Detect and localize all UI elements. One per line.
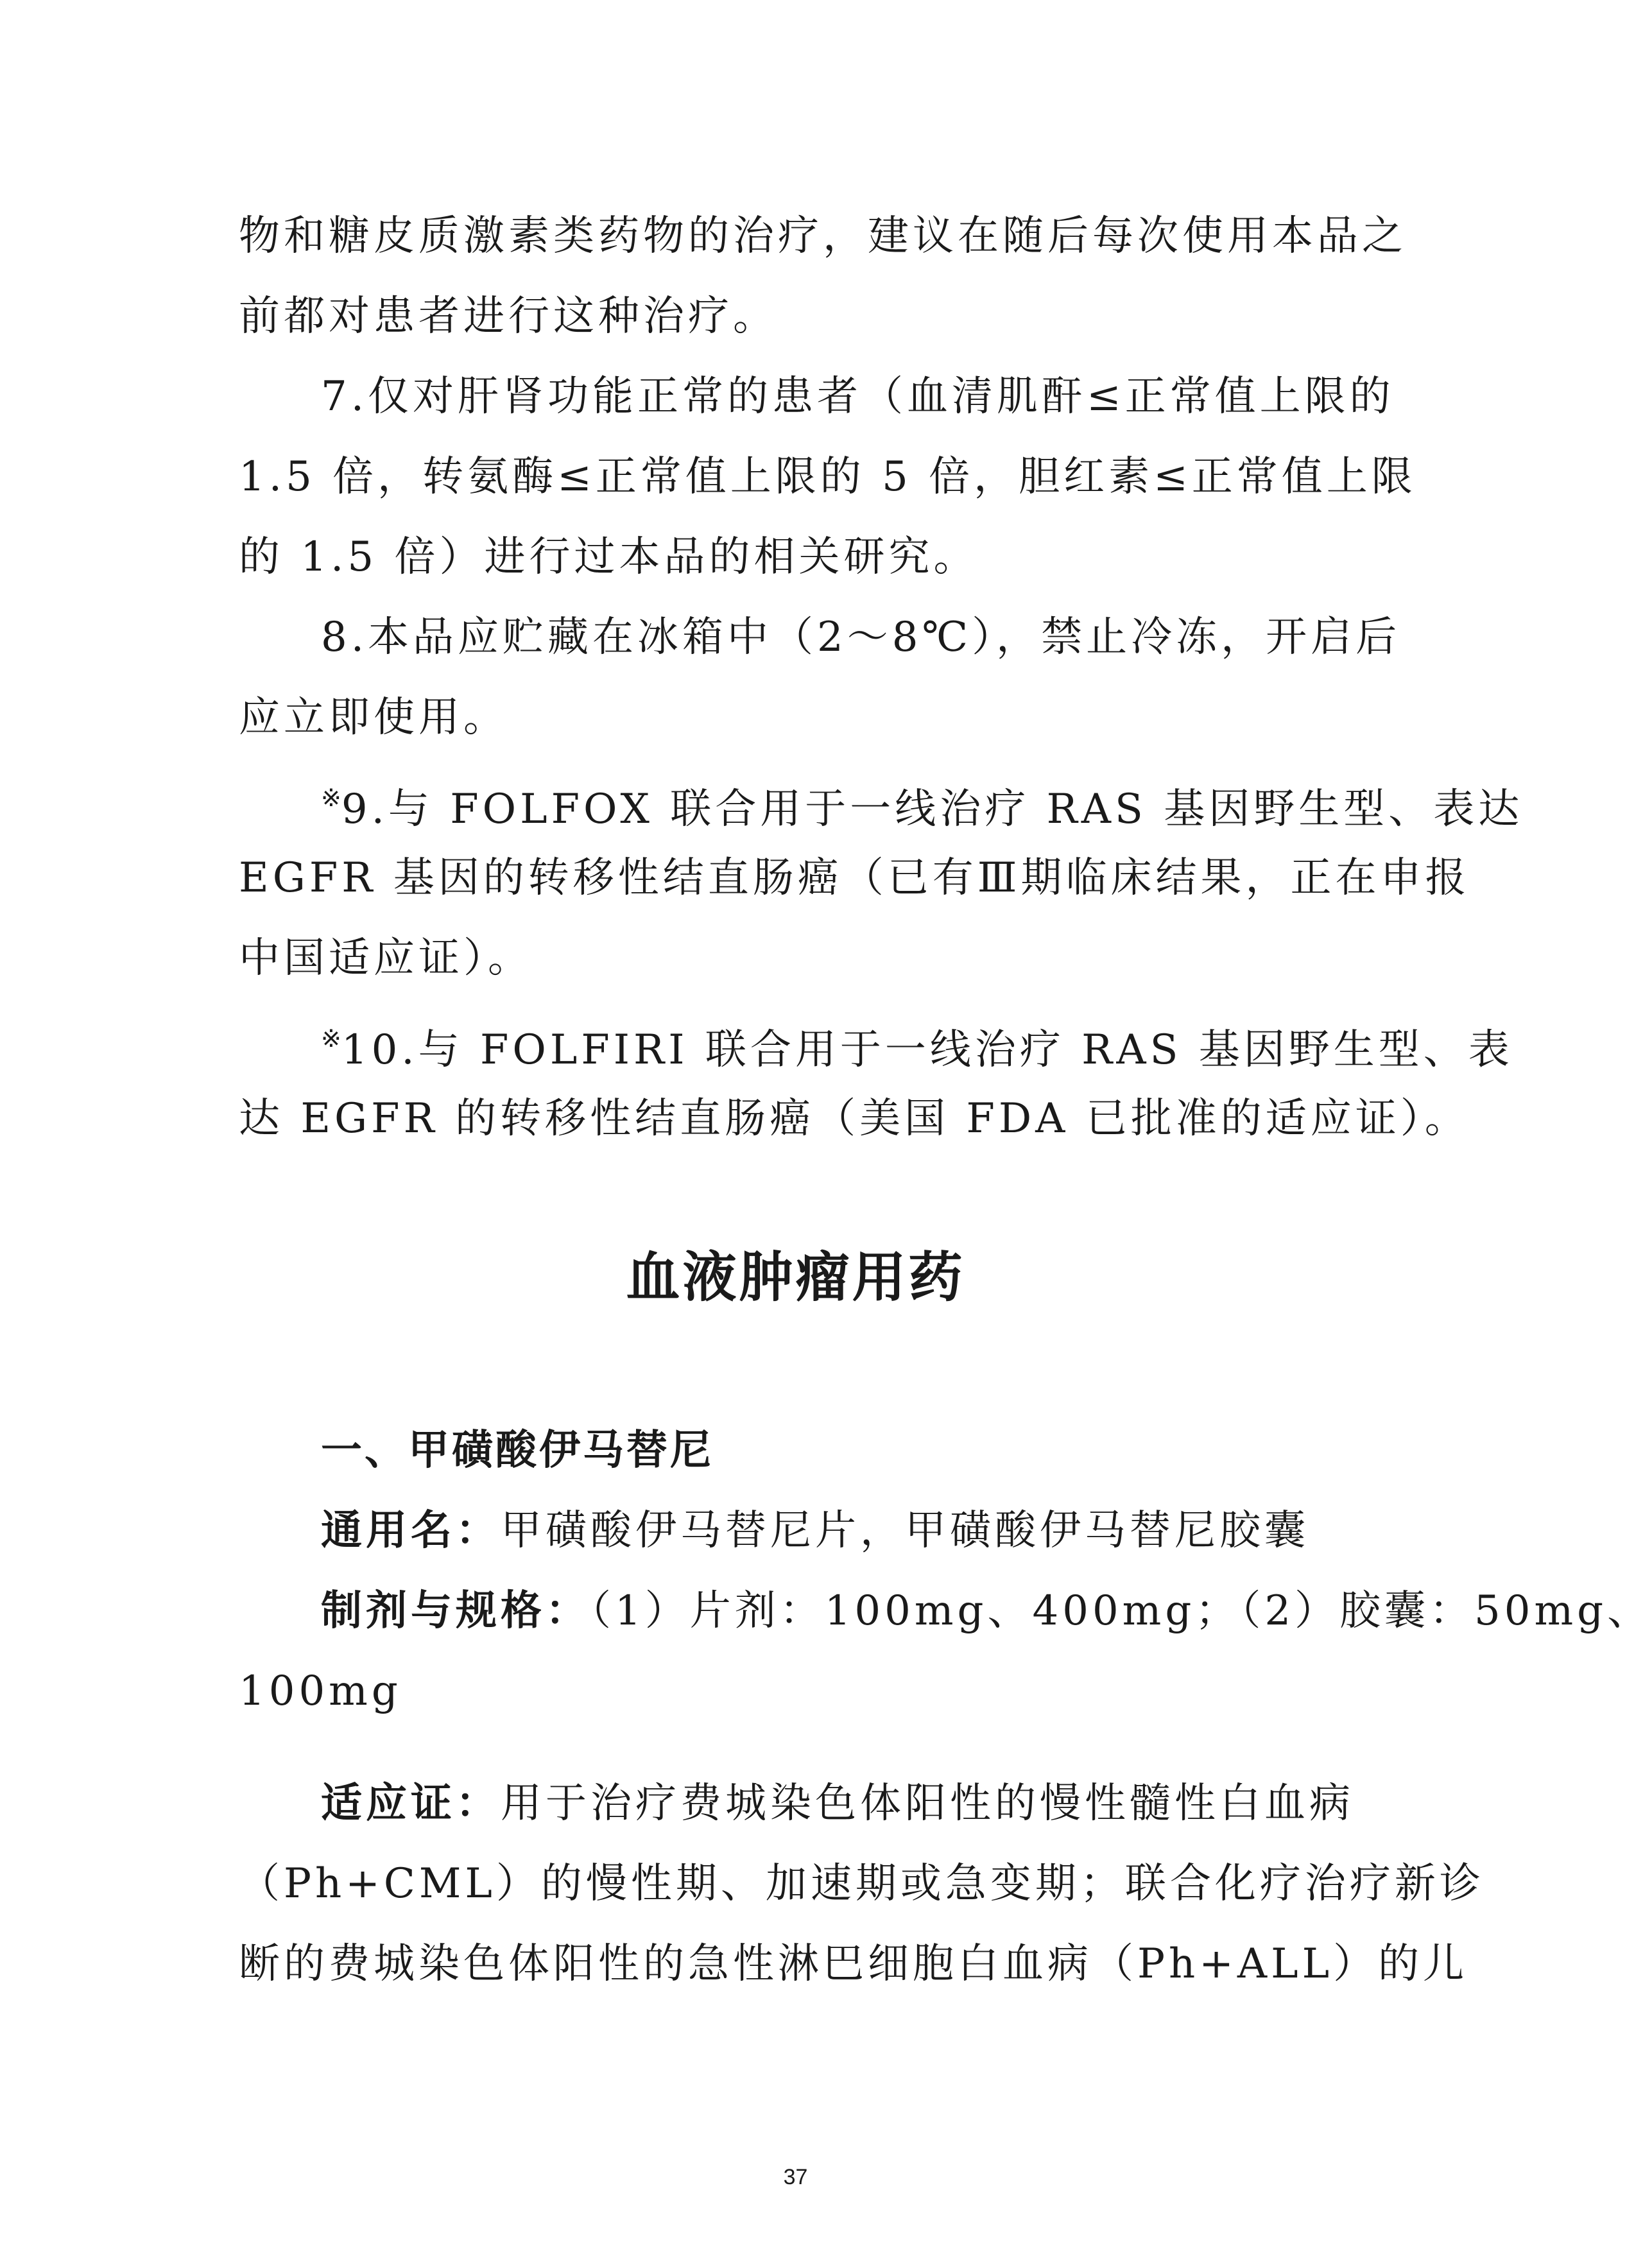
reference-mark: ※ [321,784,341,812]
paragraph-line [321,1013,1513,1076]
spec-label: 制剂与规格： [321,1587,590,1635]
paragraph-line: 1.5 倍，转氨酶≤正常值上限的 5 倍，胆红素≤正常值上限 [239,453,1416,501]
section-title: 血液肿瘤用药 [626,1246,965,1309]
indication-label: 适应证： [321,1780,501,1827]
indication-line [321,1778,1352,1829]
indication-line-2: （Ph+CML）的慢性期、加速期或急变期；联合化疗治疗新诊 [239,1860,1484,1908]
paragraph-line: EGFR 基因的转移性结直肠癌（已有Ⅲ期临床结果，正在申报 [239,854,1470,902]
indication-value: 用于治疗费城染色体阳性的慢性髓性白血病 [501,1780,1354,1827]
paragraph-line: 达 EGFR 的转移性结直肠癌（美国 FDA 已批准的适应证）。 [239,1095,1470,1142]
reference-mark: ※ [321,1024,341,1053]
paragraph-line: 的 1.5 倍）进行过本品的相关研究。 [239,533,979,581]
page-number: 37 [783,2165,808,2189]
paragraph-line: 前都对患者进行这种治疗。 [239,293,778,340]
paragraph-line: 应立即使用。 [239,694,508,741]
spec-line [321,1585,1652,1637]
paragraph-line: 中国适应证）。 [239,935,533,982]
generic-name-value: 甲磺酸伊马替尼片，甲磺酸伊马替尼胶囊 [501,1507,1309,1555]
generic-name-label: 通用名： [321,1507,501,1555]
paragraph-line: 7.仅对肝肾功能正常的患者（血清肌酐≤正常值上限的 [321,373,1395,420]
spec-line-2: 100mg [239,1667,402,1715]
paragraph-line: 物和糖皮质激素类药物的治疗，建议在随后每次使用本品之 [239,212,1407,260]
paragraph-line: 8.本品应贮藏在冰箱中（2～8℃），禁止冷冻，开启后 [321,614,1401,661]
generic-name-line [321,1505,1352,1556]
drug-heading: 一、甲磺酸伊马替尼 [321,1427,714,1474]
indication-line-3: 断的费城染色体阳性的急性淋巴细胞白血病（Ph+ALL）的儿 [239,1940,1468,1988]
paragraph-text: 10.与 FOLFIRI 联合用于一线治疗 RAS 基因野生型、表 [341,1026,1513,1074]
paragraph-text: 9.与 FOLFOX 联合用于一线治疗 RAS 基因野生型、表达 [341,786,1524,833]
paragraph-line [321,772,1524,835]
spec-value: （1）片剂：100mg、400mg；（2）胶囊：50mg、 [590,1587,1652,1635]
